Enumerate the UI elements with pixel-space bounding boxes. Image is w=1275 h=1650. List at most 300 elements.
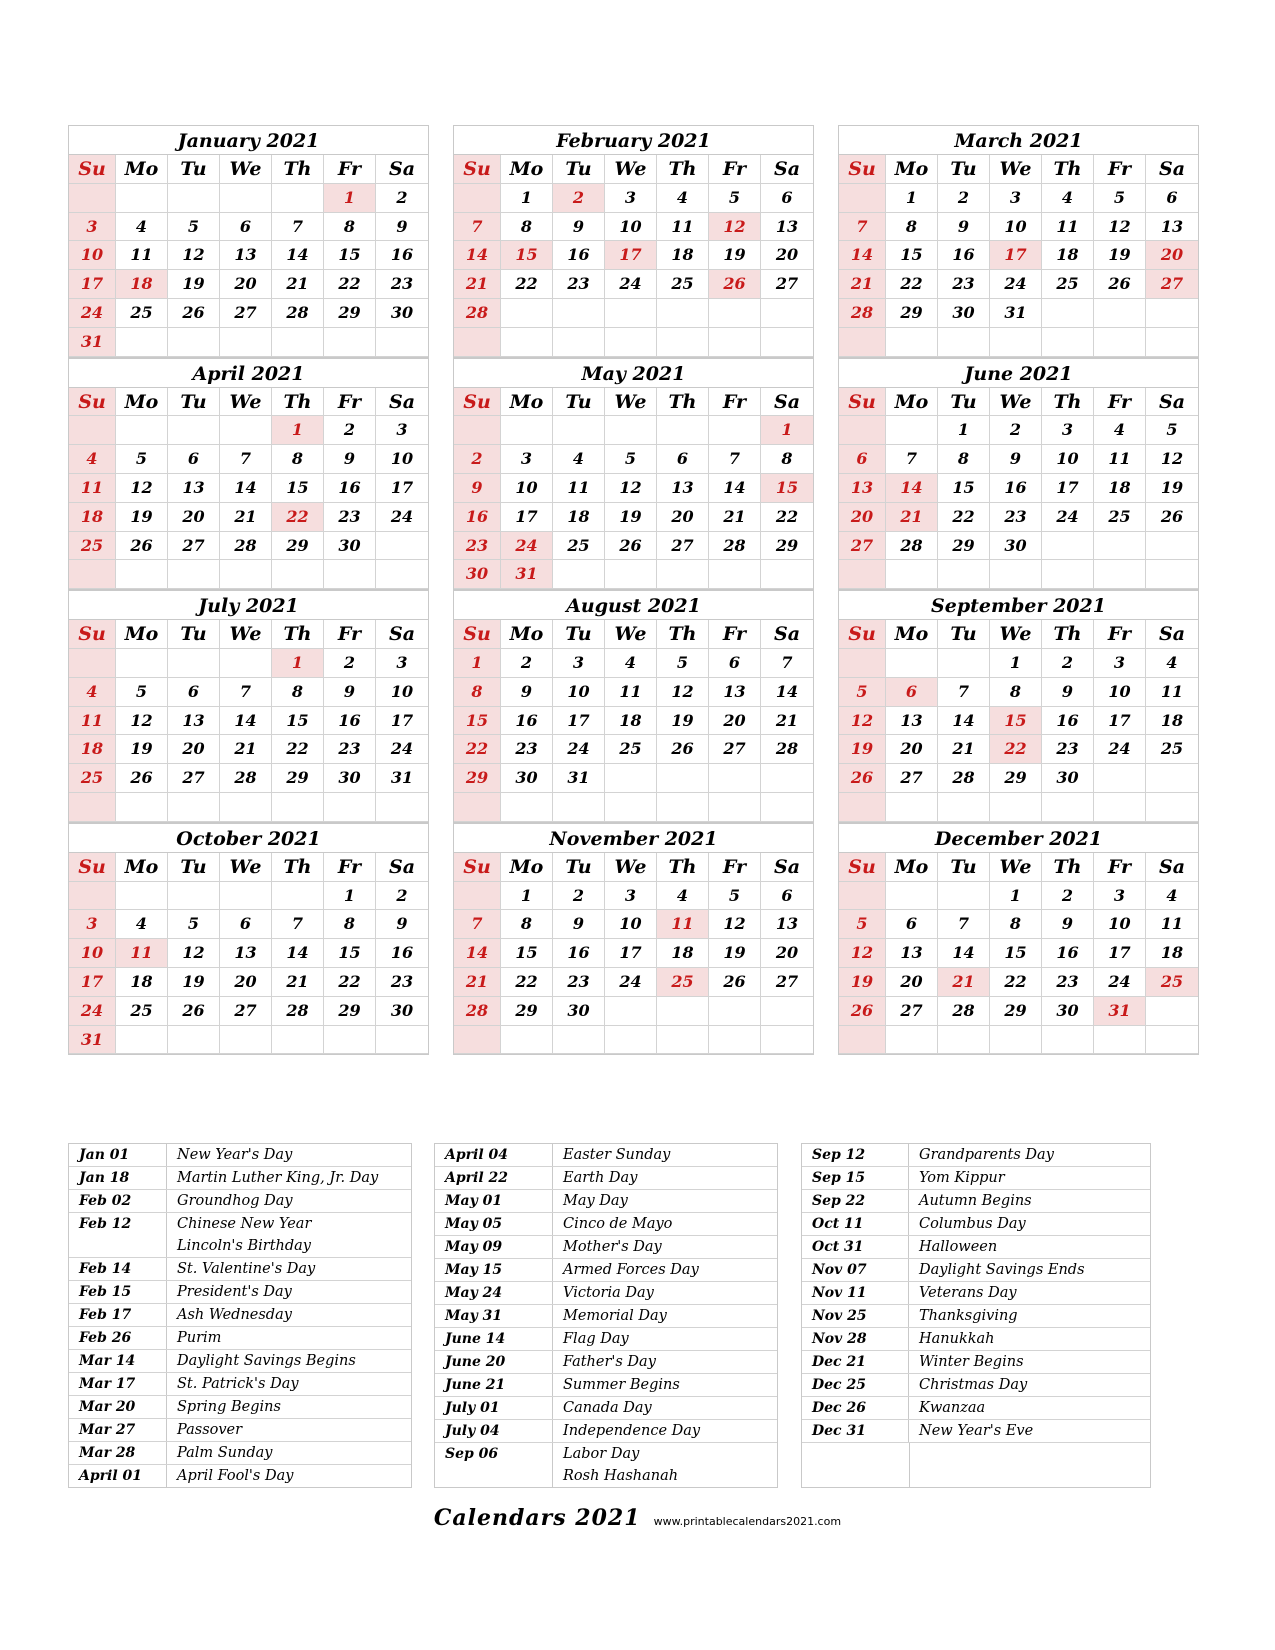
holiday-date: Feb 02	[69, 1190, 167, 1212]
empty-day-cell	[1146, 328, 1198, 357]
day-cell: 4	[553, 445, 605, 474]
empty-day-cell	[761, 997, 813, 1026]
holiday-name	[909, 1282, 1017, 1304]
holiday-row	[802, 1305, 1150, 1328]
day-cell: 18	[605, 707, 657, 736]
day-cell: 24	[69, 299, 116, 328]
holiday-row	[69, 1327, 411, 1350]
day-cell: 28	[272, 997, 324, 1026]
day-cell: 22	[761, 503, 813, 532]
holiday-name	[553, 1213, 672, 1235]
day-cell: 19	[116, 735, 168, 764]
day-cell: 7	[839, 213, 886, 242]
day-cell: 27	[886, 997, 938, 1026]
holiday-row	[435, 1443, 777, 1487]
day-cell: 17	[501, 503, 553, 532]
empty-day-cell	[69, 184, 116, 213]
day-cell: 9	[1042, 910, 1094, 939]
day-cell: 16	[990, 474, 1042, 503]
day-cell: 27	[1146, 270, 1198, 299]
month-title: December 2021	[839, 824, 1198, 853]
empty-day-cell	[1042, 1026, 1094, 1055]
day-cell: 21	[272, 270, 324, 299]
day-cell: 14	[454, 939, 501, 968]
empty-day-cell	[69, 416, 116, 445]
day-cell: 29	[938, 532, 990, 561]
day-cell: 3	[69, 910, 116, 939]
empty-day-cell	[69, 560, 116, 589]
month-title: November 2021	[454, 824, 813, 853]
day-cell: 24	[605, 270, 657, 299]
empty-day-cell	[454, 793, 501, 822]
holiday-name	[909, 1397, 985, 1419]
day-cell: 9	[553, 213, 605, 242]
footer-title: Calendars 2021	[433, 1505, 641, 1531]
month-title: February 2021	[454, 126, 813, 155]
empty-day-cell	[657, 560, 709, 589]
day-cell: 20	[168, 735, 220, 764]
day-cell: 7	[272, 910, 324, 939]
empty-day-cell	[501, 793, 553, 822]
day-cell: 11	[1146, 678, 1198, 707]
day-cell: 8	[501, 910, 553, 939]
holiday-name	[553, 1167, 637, 1189]
holiday-name	[167, 1419, 242, 1441]
holiday-row	[69, 1350, 411, 1373]
weekday-header: Fr	[1094, 620, 1146, 649]
holiday-name	[167, 1167, 378, 1189]
day-cell: 16	[376, 939, 428, 968]
empty-day-cell	[605, 1026, 657, 1055]
day-cell: 7	[454, 910, 501, 939]
holiday-row	[435, 1144, 777, 1167]
weekday-header: Su	[839, 388, 886, 417]
day-cell: 7	[220, 678, 272, 707]
holiday-date: Dec 31	[802, 1420, 909, 1442]
day-cell: 11	[116, 939, 168, 968]
day-cell: 8	[454, 678, 501, 707]
empty-day-cell	[761, 328, 813, 357]
day-cell: 26	[657, 735, 709, 764]
day-cell: 2	[990, 416, 1042, 445]
day-cell: 30	[1042, 997, 1094, 1026]
weekday-header: Sa	[376, 620, 428, 649]
day-cell: 2	[324, 649, 376, 678]
day-cell: 10	[69, 939, 116, 968]
weekday-header: Th	[1042, 155, 1094, 184]
holiday-name	[553, 1282, 654, 1304]
empty-day-cell	[709, 328, 761, 357]
day-cell: 30	[324, 532, 376, 561]
empty-day-cell	[272, 560, 324, 589]
weekday-header: Sa	[761, 155, 813, 184]
day-cell: 20	[168, 503, 220, 532]
day-cell: 3	[605, 184, 657, 213]
day-cell: 18	[657, 241, 709, 270]
empty-day-cell	[553, 416, 605, 445]
empty-day-cell	[501, 328, 553, 357]
holiday-name	[909, 1328, 995, 1350]
empty-day-cell	[454, 1026, 501, 1055]
weekday-header: Mo	[886, 620, 938, 649]
holiday-name-line: Martin Luther King, Jr. Day	[177, 1170, 379, 1186]
day-cell: 8	[272, 678, 324, 707]
day-cell: 24	[553, 735, 605, 764]
day-cell: 6	[886, 678, 938, 707]
holiday-name-line: Autumn Begins	[919, 1193, 1032, 1209]
month-days-grid	[69, 388, 428, 590]
empty-day-cell	[116, 560, 168, 589]
weekday-header: Su	[839, 853, 886, 882]
day-cell: 23	[1042, 968, 1094, 997]
month-days-grid	[839, 620, 1198, 822]
holiday-date: April 01	[69, 1465, 167, 1487]
day-cell: 13	[761, 213, 813, 242]
holiday-date: June 14	[435, 1328, 553, 1350]
day-cell: 25	[553, 532, 605, 561]
holiday-date: Jan 18	[69, 1167, 167, 1189]
day-cell: 12	[116, 474, 168, 503]
day-cell: 13	[886, 939, 938, 968]
day-cell: 19	[1094, 241, 1146, 270]
day-cell: 20	[220, 968, 272, 997]
empty-day-cell	[938, 649, 990, 678]
empty-day-cell	[605, 416, 657, 445]
holiday-row	[69, 1396, 411, 1419]
day-cell: 15	[501, 939, 553, 968]
holiday-name-line: Thanksgiving	[919, 1308, 1018, 1324]
day-cell: 9	[1042, 678, 1094, 707]
empty-day-cell	[553, 793, 605, 822]
day-cell: 22	[272, 735, 324, 764]
day-cell: 27	[709, 735, 761, 764]
day-cell: 31	[1094, 997, 1146, 1026]
holiday-name	[167, 1190, 293, 1212]
holiday-name-line: Halloween	[919, 1239, 998, 1255]
holiday-date: May 24	[435, 1282, 553, 1304]
day-cell: 3	[1042, 416, 1094, 445]
empty-day-cell	[220, 793, 272, 822]
empty-day-cell	[886, 416, 938, 445]
empty-day-cell	[168, 328, 220, 357]
holiday-name-line: Columbus Day	[919, 1216, 1026, 1232]
day-cell: 21	[761, 707, 813, 736]
day-cell: 4	[69, 445, 116, 474]
day-cell: 21	[454, 968, 501, 997]
day-cell: 6	[839, 445, 886, 474]
holiday-name-line: Passover	[177, 1422, 243, 1438]
weekday-header: Tu	[168, 853, 220, 882]
day-cell: 26	[116, 532, 168, 561]
holiday-name	[553, 1351, 656, 1373]
day-cell: 27	[220, 997, 272, 1026]
month-title: March 2021	[839, 126, 1198, 155]
month-days-grid	[69, 155, 428, 357]
day-cell: 3	[1094, 882, 1146, 911]
day-cell: 10	[376, 678, 428, 707]
day-cell: 9	[324, 445, 376, 474]
day-cell: 10	[501, 474, 553, 503]
weekday-header: Mo	[501, 155, 553, 184]
empty-day-cell	[168, 560, 220, 589]
day-cell: 17	[69, 968, 116, 997]
day-cell: 16	[324, 474, 376, 503]
holiday-name-line: Christmas Day	[919, 1377, 1028, 1393]
empty-day-cell	[657, 416, 709, 445]
month-title: July 2021	[69, 591, 428, 620]
day-cell: 14	[272, 241, 324, 270]
day-cell: 14	[938, 939, 990, 968]
day-cell: 31	[990, 299, 1042, 328]
holiday-name	[553, 1397, 652, 1419]
day-cell: 16	[553, 241, 605, 270]
day-cell: 19	[605, 503, 657, 532]
day-cell: 2	[553, 184, 605, 213]
day-cell: 6	[220, 910, 272, 939]
holiday-name-line: Purim	[177, 1330, 222, 1346]
day-cell: 5	[709, 184, 761, 213]
empty-day-cell	[376, 328, 428, 357]
day-cell: 13	[220, 241, 272, 270]
holiday-name-line: Memorial Day	[563, 1308, 667, 1324]
month-calendar	[68, 823, 429, 1056]
day-cell: 13	[168, 474, 220, 503]
day-cell: 7	[220, 445, 272, 474]
weekday-header: Mo	[501, 388, 553, 417]
holiday-name-line: Daylight Savings Begins	[177, 1353, 356, 1369]
empty-day-cell	[376, 560, 428, 589]
day-cell: 27	[657, 532, 709, 561]
day-cell: 13	[886, 707, 938, 736]
month-calendar	[453, 358, 814, 591]
empty-day-cell	[605, 560, 657, 589]
day-cell: 26	[709, 270, 761, 299]
empty-day-cell	[553, 1026, 605, 1055]
day-cell: 11	[1094, 445, 1146, 474]
day-cell: 29	[272, 764, 324, 793]
day-cell: 24	[69, 997, 116, 1026]
holiday-name-line: Easter Sunday	[563, 1147, 671, 1163]
day-cell: 21	[220, 735, 272, 764]
day-cell: 23	[1042, 735, 1094, 764]
day-cell: 15	[272, 707, 324, 736]
weekday-header: Mo	[116, 853, 168, 882]
day-cell: 23	[938, 270, 990, 299]
day-cell: 1	[324, 882, 376, 911]
holiday-name-line: Palm Sunday	[177, 1445, 273, 1461]
day-cell: 30	[324, 764, 376, 793]
weekday-header: Mo	[116, 155, 168, 184]
holiday-date: Feb 15	[69, 1281, 167, 1303]
month-days-grid	[454, 388, 813, 590]
day-cell: 28	[709, 532, 761, 561]
day-cell: 8	[886, 213, 938, 242]
holiday-name-line: Father's Day	[563, 1354, 656, 1370]
holiday-date: May 15	[435, 1259, 553, 1281]
day-cell: 27	[168, 764, 220, 793]
empty-day-cell	[220, 1026, 272, 1055]
day-cell: 26	[168, 299, 220, 328]
empty-day-cell	[886, 560, 938, 589]
holiday-name-line: Hanukkah	[919, 1331, 995, 1347]
holiday-name-line: April Fool's Day	[177, 1468, 294, 1484]
day-cell: 7	[709, 445, 761, 474]
day-cell: 23	[324, 503, 376, 532]
empty-day-cell	[376, 1026, 428, 1055]
day-cell: 24	[990, 270, 1042, 299]
weekday-header: We	[990, 388, 1042, 417]
weekday-header: Su	[69, 853, 116, 882]
holiday-row	[435, 1305, 777, 1328]
weekday-header: We	[990, 620, 1042, 649]
day-cell: 11	[1146, 910, 1198, 939]
month-calendar	[453, 823, 814, 1056]
holiday-name-line: New Year's Eve	[919, 1423, 1034, 1439]
day-cell: 30	[938, 299, 990, 328]
empty-day-cell	[886, 793, 938, 822]
day-cell: 18	[657, 939, 709, 968]
holiday-name	[909, 1259, 1085, 1281]
day-cell: 16	[324, 707, 376, 736]
holiday-name-line: Ash Wednesday	[177, 1307, 292, 1323]
day-cell: 12	[839, 939, 886, 968]
day-cell: 23	[501, 735, 553, 764]
day-cell: 29	[990, 764, 1042, 793]
weekday-header: Th	[1042, 388, 1094, 417]
day-cell: 12	[168, 939, 220, 968]
day-cell: 1	[938, 416, 990, 445]
weekday-header: Fr	[324, 853, 376, 882]
day-cell: 24	[1042, 503, 1094, 532]
day-cell: 18	[1146, 939, 1198, 968]
holiday-name-line: Spring Begins	[177, 1399, 281, 1415]
holiday-row	[435, 1213, 777, 1236]
day-cell: 9	[376, 213, 428, 242]
day-cell: 19	[839, 968, 886, 997]
holiday-row	[69, 1373, 411, 1396]
holiday-name	[909, 1420, 1033, 1442]
day-cell: 15	[501, 241, 553, 270]
day-cell: 9	[938, 213, 990, 242]
holiday-name	[167, 1281, 292, 1303]
empty-day-cell	[938, 560, 990, 589]
day-cell: 7	[938, 910, 990, 939]
holiday-row	[802, 1259, 1150, 1282]
holiday-row	[69, 1419, 411, 1442]
holiday-date: Sep 15	[802, 1167, 909, 1189]
weekday-header: Fr	[1094, 388, 1146, 417]
day-cell: 12	[709, 910, 761, 939]
day-cell: 13	[1146, 213, 1198, 242]
day-cell: 1	[272, 649, 324, 678]
holiday-date: Sep 12	[802, 1144, 909, 1166]
holiday-name	[909, 1351, 1024, 1373]
empty-day-cell	[657, 997, 709, 1026]
day-cell: 12	[1094, 213, 1146, 242]
holiday-name-line: Flag Day	[563, 1331, 629, 1347]
holiday-row	[435, 1167, 777, 1190]
weekday-header: Tu	[168, 155, 220, 184]
holiday-date: Mar 27	[69, 1419, 167, 1441]
day-cell: 22	[324, 270, 376, 299]
weekday-header: Th	[272, 853, 324, 882]
weekday-header: Tu	[938, 853, 990, 882]
day-cell: 10	[990, 213, 1042, 242]
day-cell: 10	[1094, 910, 1146, 939]
day-cell: 30	[376, 997, 428, 1026]
day-cell: 17	[376, 707, 428, 736]
empty-day-cell	[709, 1026, 761, 1055]
day-cell: 21	[839, 270, 886, 299]
month-days-grid	[454, 155, 813, 357]
day-cell: 5	[657, 649, 709, 678]
day-cell: 17	[605, 241, 657, 270]
weekday-header: Su	[454, 155, 501, 184]
empty-day-cell	[69, 649, 116, 678]
day-cell: 23	[324, 735, 376, 764]
month-calendar	[453, 125, 814, 358]
day-cell: 10	[1042, 445, 1094, 474]
empty-day-cell	[454, 882, 501, 911]
empty-day-cell	[376, 793, 428, 822]
empty-day-cell	[324, 560, 376, 589]
weekday-header: Tu	[938, 155, 990, 184]
day-cell: 8	[324, 213, 376, 242]
day-cell: 4	[1094, 416, 1146, 445]
day-cell: 18	[69, 503, 116, 532]
empty-day-cell	[324, 1026, 376, 1055]
day-cell: 25	[657, 968, 709, 997]
day-cell: 10	[605, 910, 657, 939]
holiday-name-line: Earth Day	[563, 1170, 638, 1186]
day-cell: 30	[501, 764, 553, 793]
day-cell: 11	[605, 678, 657, 707]
empty-day-cell	[839, 793, 886, 822]
empty-day-cell	[657, 299, 709, 328]
holiday-name-line: Summer Begins	[563, 1377, 680, 1393]
day-cell: 9	[376, 910, 428, 939]
day-cell: 24	[1094, 735, 1146, 764]
holiday-name-line: Victoria Day	[563, 1285, 654, 1301]
holiday-date: Oct 11	[802, 1213, 909, 1235]
empty-day-cell	[761, 793, 813, 822]
day-cell: 29	[454, 764, 501, 793]
day-cell: 29	[886, 299, 938, 328]
weekday-header: Mo	[116, 620, 168, 649]
holiday-date: April 04	[435, 1144, 553, 1166]
day-cell: 18	[1042, 241, 1094, 270]
day-cell: 10	[605, 213, 657, 242]
holiday-name-line: Independence Day	[563, 1423, 701, 1439]
empty-day-cell	[1042, 793, 1094, 822]
day-cell: 28	[220, 764, 272, 793]
day-cell: 19	[116, 503, 168, 532]
day-cell: 22	[990, 735, 1042, 764]
day-cell: 23	[376, 968, 428, 997]
holiday-name	[553, 1259, 699, 1281]
day-cell: 12	[116, 707, 168, 736]
day-cell: 25	[116, 299, 168, 328]
holiday-row	[69, 1304, 411, 1327]
day-cell: 16	[938, 241, 990, 270]
day-cell: 31	[69, 1026, 116, 1055]
holiday-name	[167, 1213, 311, 1257]
day-cell: 1	[272, 416, 324, 445]
day-cell: 2	[938, 184, 990, 213]
day-cell: 10	[553, 678, 605, 707]
day-cell: 18	[553, 503, 605, 532]
weekday-header: Sa	[376, 388, 428, 417]
